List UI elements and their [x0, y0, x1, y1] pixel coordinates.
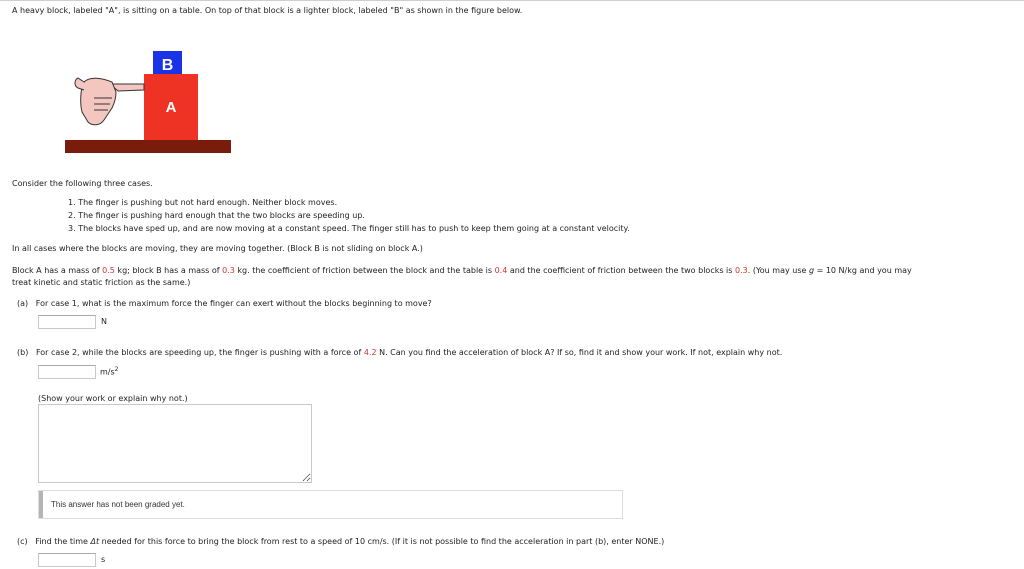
- table-surface: [65, 140, 231, 153]
- mass-a-value: 0.5: [102, 266, 115, 275]
- show-work-textarea[interactable]: [38, 404, 312, 483]
- given-values-line1: [12, 266, 912, 276]
- part-a-text: For case 1, what is the maximum force the finger can exert without the blocks beginning to move?: [35, 299, 432, 308]
- delta-t-symbol: Δt: [90, 537, 100, 546]
- part-b-text: N. Can you find the acceleration of block A? If so, find it and show your work. If not, explain why not.: [376, 348, 783, 357]
- part-c-text: Find the time: [35, 537, 91, 546]
- case-item: [68, 224, 630, 237]
- part-c-label: (c): [17, 537, 28, 546]
- grading-status-text: This answer has not been graded yet.: [51, 500, 185, 509]
- all-cases-note: In all cases where the blocks are moving, they are moving together. (Block B is not sliding on block A.): [12, 244, 423, 253]
- g-symbol: g: [808, 266, 815, 275]
- part-b-text: For case 2, while the blocks are speeding up, the finger is pushing with a force of: [35, 348, 364, 357]
- part-c-question: [17, 537, 664, 547]
- given-text: kg. the coefficient of friction between the block and the table is: [234, 266, 495, 275]
- part-b-answer-input[interactable]: [38, 365, 96, 379]
- consider-text: Consider the following three cases.: [12, 179, 153, 188]
- part-a-unit: N: [101, 317, 107, 326]
- part-c-text: needed for this force to bring the block from rest to a speed of 10 cm/s. (If it is not possible to find the acceleration in part (b), enter NONE.): [99, 537, 665, 546]
- mu-table-value: 0.4: [494, 266, 508, 275]
- case-number: 1.: [68, 198, 76, 207]
- case-number: 2.: [68, 211, 76, 220]
- part-b-unit: [100, 366, 118, 377]
- case-item: [68, 198, 630, 211]
- part-b-unit-text: m/s: [100, 367, 115, 377]
- blocks-figure: [60, 46, 236, 158]
- block-b-label: B: [161, 57, 174, 74]
- intro-text: A heavy block, labeled "A", is sitting on a table. On top of that block is a lighter block, labeled "B" as shown in the figure below.: [12, 6, 523, 15]
- given-values-line2: treat kinetic and static friction as the same.): [12, 278, 191, 287]
- given-text: kg; block B has a mass of: [114, 266, 223, 275]
- part-b-question: [17, 348, 782, 358]
- top-divider: [0, 0, 1024, 1]
- case-number: 3.: [68, 224, 76, 233]
- case-text: The finger is pushing hard enough that the two blocks are speeding up.: [78, 211, 365, 220]
- grading-status-box: [38, 490, 623, 519]
- part-c-answer-input[interactable]: [38, 553, 96, 567]
- part-c-unit: s: [101, 555, 106, 564]
- part-a-question: [17, 299, 432, 309]
- show-work-label: (Show your work or explain why not.): [38, 394, 188, 403]
- case-text: The blocks have sped up, and are now moving at a constant speed. The finger still has to push to keep them going at a constant velocity.: [78, 224, 630, 233]
- mu-blocks-value: 0.3: [735, 266, 748, 275]
- finger-icon: [75, 78, 144, 125]
- part-b-label: (b): [17, 348, 29, 357]
- mass-b-value: 0.3: [222, 266, 235, 275]
- given-text: Block A has a mass of: [12, 266, 103, 275]
- given-text: . (You may use: [747, 266, 809, 275]
- grading-status-accent: [39, 491, 43, 518]
- block-a-label: A: [165, 99, 177, 116]
- case-item: [68, 211, 630, 224]
- given-text: = 10 N/kg and you may: [814, 266, 912, 275]
- case-text: The finger is pushing but not hard enough. Neither block moves.: [78, 198, 338, 207]
- cases-list: [68, 198, 630, 237]
- part-b-unit-exponent: 2: [114, 366, 119, 373]
- part-a-label: (a): [17, 299, 29, 308]
- given-text: and the coefficient of friction between the two blocks is: [507, 266, 735, 275]
- force-value: 4.2: [363, 348, 377, 357]
- part-a-answer-input[interactable]: [38, 315, 96, 329]
